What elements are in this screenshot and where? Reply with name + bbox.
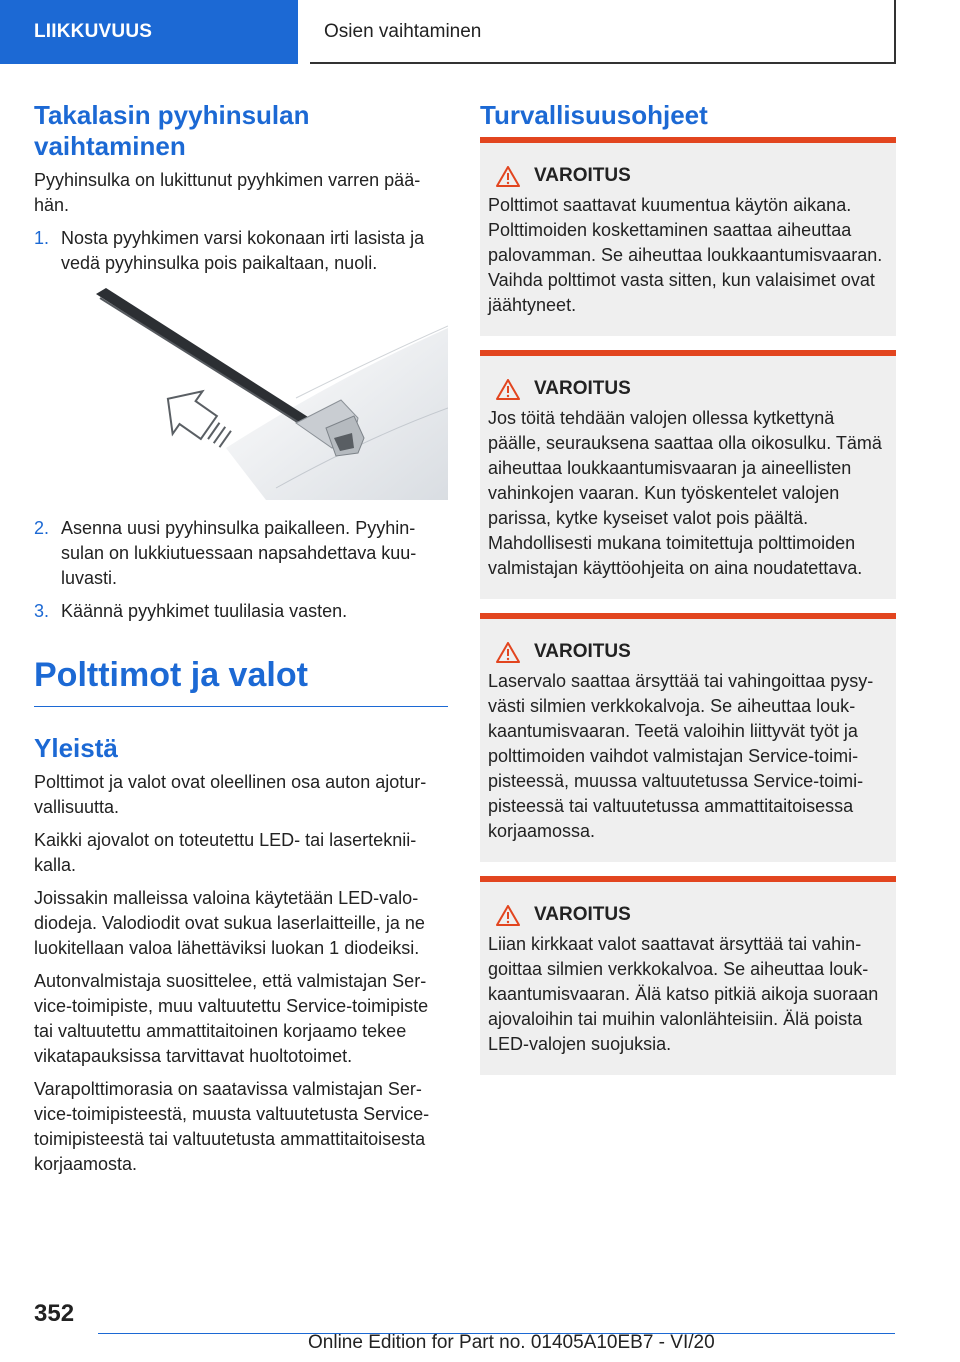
footer-edition: Online Edition for Part no. 01405A10EB7 - VI/20	[308, 1332, 715, 1353]
paragraph: Kaikki ajovalot on toteutettu LED- tai lasertekniikalla.	[34, 830, 417, 875]
step-number: 3.	[34, 601, 50, 621]
step-1	[34, 226, 448, 276]
warning-box	[480, 613, 896, 862]
warning-label: VAROITUS	[534, 641, 631, 662]
chapter-title: Polttimot ja valot	[34, 654, 448, 707]
left-column	[34, 100, 448, 1185]
wiper-intro: Pyyhinsulka on lukittunut pyyhkimen varren päähän.	[34, 170, 421, 215]
warning-text: Laservalo saattaa ärsyttää tai vahingoittaa pysyvästi silmien verkkokalvoja. Se aiheuttaa loukkaantumisvaaran. Teetä valoihin liittyvät työt ja polttimoiden vaihdot valmistajan Service-toimipisteessä, muussa valtuutetussa Service-toimipisteessä tai valtuutetussa ammattitaitoisessa korjaamossa.	[488, 671, 874, 841]
paragraph: Joissakin malleissa valoina käytetään LED-valodiodeja. Valodiodit ovat sukua laserlaitteille, ja ne luokitellaan valoa lähettäviksi luokan 1 diodeiksi.	[34, 888, 425, 958]
warning-label: VAROITUS	[534, 378, 631, 399]
step-number: 1.	[34, 228, 50, 248]
paragraph: Polttimot ja valot ovat oleellinen osa auton ajoturvallisuutta.	[34, 772, 427, 817]
warning-text: Polttimot saattavat kuumentua käytön aikana. Polttimoiden koskettaminen saattaa aiheuttaa palovamman. Se aiheuttaa loukkaantumisvaaran. Vaihda polttimot vasta sitten, kun valaisimet ovat jäähtyneet.	[488, 195, 883, 315]
step-2	[34, 516, 448, 591]
right-column	[480, 100, 896, 1089]
header-page-title: Osien vaihtaminen	[310, 0, 896, 64]
warning-label: VAROITUS	[534, 165, 631, 186]
header-section-label: LIIKKUVUUS	[0, 0, 298, 64]
warning-box	[480, 137, 896, 336]
warning-text: Jos töitä tehdään valojen ollessa kytkettynä päälle, seurauksena saattaa olla oikosulku. Tämä aiheuttaa loukkaantumisvaaran ja aineellisten vahinkojen vaaran. Kun työskentelet valojen parissa, kytke kyseiset valot pois päältä. Mahdollisesti mukana toimitettuja polttimoiden valmistajan käyttöohjeita on aina noudatettava.	[488, 408, 882, 578]
warning-triangle-icon	[496, 642, 520, 663]
warning-text: Liian kirkkaat valot saattavat ärsyttää tai vahingoittaa silmien verkkokalvoa. Se aiheuttaa loukkaantumisvaaran. Älä katso pitkiä aikoja suoraan ajovaloihin tai muihin valonlähteisiin. Älä poista LED-valojen suojuksia.	[488, 934, 879, 1054]
warning-box	[480, 350, 896, 599]
page-number: 352	[34, 1300, 75, 1327]
step-number: 2.	[34, 518, 50, 538]
safety-title: Turvallisuusohjeet	[480, 100, 708, 130]
step-text: Asenna uusi pyyhinsulka paikalleen. Pyyhinsulan on lukkiutuessaan napsahdettava kuuluvasti.	[61, 518, 417, 588]
step-text: Käännä pyyhkimet tuulilasia vasten.	[61, 601, 348, 621]
warning-box	[480, 876, 896, 1075]
warning-triangle-icon	[496, 379, 520, 400]
warning-triangle-icon	[496, 166, 520, 187]
warning-triangle-icon	[496, 905, 520, 926]
paragraph: Autonvalmistaja suosittelee, että valmistajan Service-toimipiste, muu valtuutettu Service-toimipiste tai valtuutettu ammattitaitoinen korjaamo tekee vikatapauksissa tarvittavat huoltotoimet.	[34, 971, 429, 1066]
wiper-section-title: Takalasin pyyhinsulan vaihtaminen	[34, 100, 310, 161]
general-section-title: Yleistä	[34, 733, 118, 763]
paragraph: Varapolttimorasia on saatavissa valmistajan Service-toimipisteestä, muusta valtuutetusta Service-toimipisteestä tai valtuutetusta ammattitaitoisesta korjaamosta.	[34, 1079, 430, 1174]
warning-label: VAROITUS	[534, 904, 631, 925]
step-3	[34, 599, 448, 624]
step-text: Nosta pyyhkimen varsi kokonaan irti lasista ja vedä pyyhinsulka pois paikaltaan, nuoli.	[61, 228, 425, 273]
wiper-illustration	[96, 288, 448, 500]
